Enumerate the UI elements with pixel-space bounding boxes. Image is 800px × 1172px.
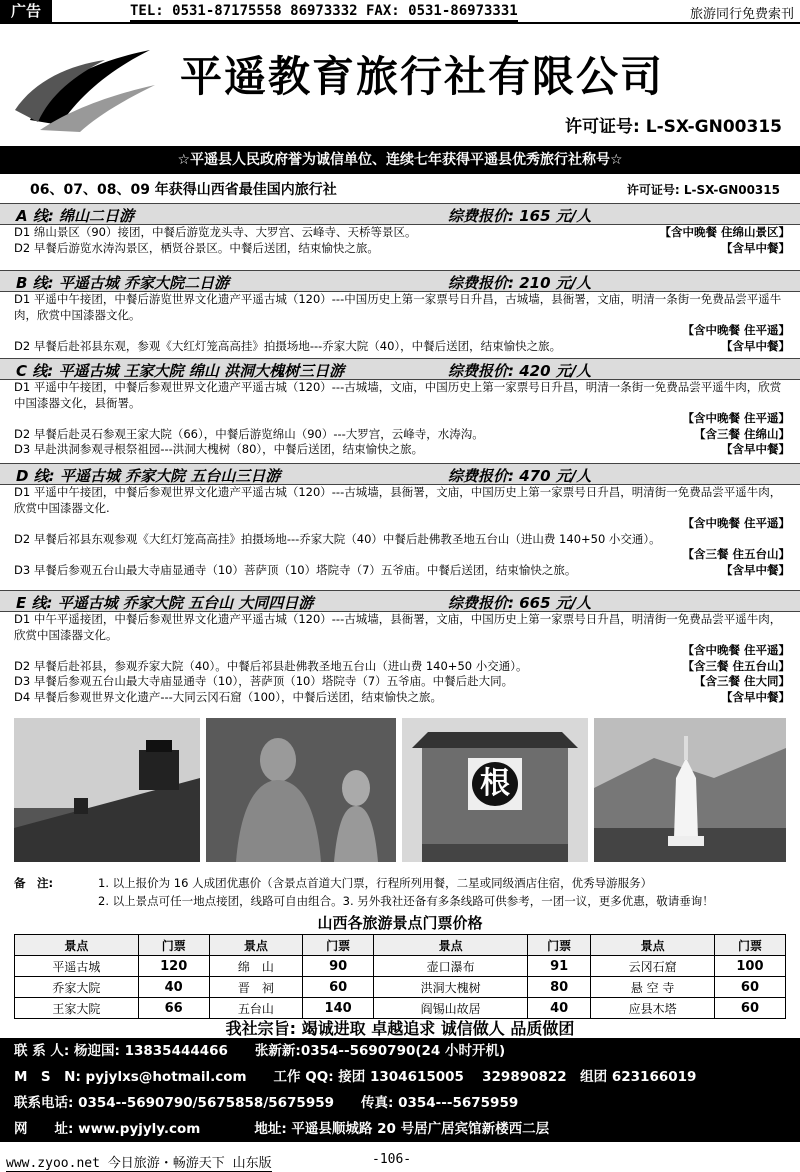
day-tag: 【含早中餐】 <box>721 689 790 704</box>
column-header: 景点 <box>374 935 528 956</box>
day-tag: 【含中晚餐 住绵山景区】 <box>659 225 790 239</box>
day-tag: 【含三餐 住绵山】 <box>693 426 790 441</box>
ticket-table-title: 山西各旅游景点门票价格 <box>317 914 483 932</box>
table-cell: 王家大院 <box>15 998 139 1019</box>
itinerary-day <box>0 380 800 427</box>
itinerary-day <box>0 532 800 563</box>
column-header: 门票 <box>138 935 209 956</box>
column-header: 景点 <box>591 935 715 956</box>
day-text: D2 早餐后祁县东观参观《大红灯笼高高挂》拍摄场地---乔家大院（40）中餐后赴佛教圣地五台山（进山费 140+50 小交通）。 <box>14 531 661 546</box>
contact-phone-fax: 联系电话: 0354--5690790/5675858/5675959 传真: 0354---5675959 <box>14 1095 519 1111</box>
day-text: D4 早餐后参观世界文化遗产---大同云冈石窟（100），中餐后送团，结束愉快之旅。 <box>14 689 442 704</box>
company-motto: 我社宗旨: 竭诚进取 卓越追求 诚信做人 品质做团 <box>225 1019 575 1038</box>
route-name: D 线: 平遥古城 乔家大院 五台山三日游 <box>16 467 281 485</box>
route-header <box>0 463 800 485</box>
itinerary-day <box>0 674 800 690</box>
day-tag: 【含中晚餐 住平遥】 <box>682 411 790 425</box>
honor-banner: ☆平遥县人民政府誉为诚信单位、连续七年获得平遥县优秀旅行社称号☆ <box>0 146 800 174</box>
notes-label: 备 注: <box>14 876 54 890</box>
column-header: 景点 <box>209 935 302 956</box>
company-name: 平遥教育旅行社有限公司 <box>180 52 665 101</box>
table-cell: 60 <box>714 998 785 1019</box>
day-tag: 【含早中餐】 <box>721 442 790 456</box>
day-text: D2 早餐后赴灵石参观王家大院（66），中餐后游览绵山（90）---大罗宫，云峰寺，水涛沟。 <box>14 426 484 441</box>
route-name: E 线: 平遥古城 乔家大院 五台山 大同四日游 <box>16 594 314 612</box>
itinerary-day <box>0 485 800 532</box>
day-tag: 【含三餐 住五台山】 <box>682 658 790 673</box>
route-price: 综费报价: 470 元/人 <box>448 467 592 485</box>
contact-block <box>0 1038 800 1142</box>
day-tag: 【含中晚餐 住平遥】 <box>682 516 790 530</box>
itinerary-day <box>0 612 800 659</box>
table-cell: 40 <box>138 977 209 998</box>
table-cell: 洪洞大槐树 <box>374 977 528 998</box>
route-name: A 线: 绵山二日游 <box>16 207 135 225</box>
day-tag: 【含中晚餐 住平遥】 <box>682 643 790 657</box>
table-cell: 80 <box>528 977 591 998</box>
table-cell: 100 <box>714 956 785 977</box>
day-tag: 【含早中餐】 <box>721 562 790 577</box>
itinerary-day <box>0 241 800 257</box>
table-cell: 140 <box>303 998 374 1019</box>
table-cell: 悬 空 寺 <box>591 977 715 998</box>
day-text: D3 早餐后参观五台山最大寺庙显通寺（10）菩萨顶（10）塔院寺（7）五爷庙。中餐后送团，结束愉快之旅。 <box>14 562 577 577</box>
day-text: D3 早餐后参观五台山最大寺庙显通寺（10），菩萨顶（10）塔院寺（7）五爷庙。中餐后赴大同。 <box>14 674 514 688</box>
column-header: 景点 <box>15 935 139 956</box>
table-cell: 乔家大院 <box>15 977 139 998</box>
itinerary-day <box>0 690 800 706</box>
day-tag: 【含早中餐】 <box>721 240 790 255</box>
contact-web-address: 网 址: www.pyjyly.com 地址: 平遥县顺城路 20 号居广居宾馆新楼西二层 <box>14 1121 550 1137</box>
table-cell: 66 <box>138 998 209 1019</box>
award-text: 06、07、08、09 年获得山西省最佳国内旅行社 <box>30 182 337 198</box>
table-cell: 60 <box>303 977 374 998</box>
route-price: 综费报价: 420 元/人 <box>448 362 592 380</box>
top-bar <box>0 0 800 24</box>
itinerary-day <box>0 442 800 458</box>
company-logo <box>10 40 160 135</box>
route-e <box>0 590 800 705</box>
table-row <box>15 956 786 977</box>
table-cell: 平遥古城 <box>15 956 139 977</box>
page-number: -106- <box>372 1152 412 1167</box>
table-cell: 120 <box>138 956 209 977</box>
table-cell: 应县木塔 <box>591 998 715 1019</box>
day-text: D1 中午平遥接团，中餐后参观世界文化遗产平遥古城（120）---古城墙，县衙署，文庙，中国历史上第一家票号日升昌，明清街一免费品尝平遥牛肉，欣赏中国漆器文化。 <box>14 612 782 642</box>
footer-site: www.zyoo.net 今日旅游・畅游天下 山东版 <box>6 1152 272 1172</box>
route-b <box>0 270 800 354</box>
route-name: C 线: 平遥古城 王家大院 绵山 洪洞大槐树三日游 <box>16 362 345 380</box>
ticket-price-table <box>14 934 786 1019</box>
grotto-buddha-photo <box>206 718 396 862</box>
contact-persons: 联 系 人: 杨迎国: 13835444466 张新新:0354--5690790(24 小时开机) <box>14 1043 506 1059</box>
ad-label: 广告 <box>0 0 52 22</box>
table-cell: 阎锡山故居 <box>374 998 528 1019</box>
route-header <box>0 590 800 612</box>
gate-plaque-character: 根 <box>472 762 518 806</box>
itinerary-day <box>0 225 800 241</box>
note-line-2: 2. 以上景点可任一地点接团，线路可自由组合。3. 另外我社还备有多条线路可供参考，一团一议，更多优惠，敬请垂询！ <box>98 894 714 908</box>
white-pagoda-photo <box>594 718 786 862</box>
route-price: 综费报价: 665 元/人 <box>448 594 592 612</box>
city-wall-photo <box>14 718 200 862</box>
notes-section <box>14 874 714 910</box>
route-header <box>0 203 800 225</box>
table-cell: 壶口瀑布 <box>374 956 528 977</box>
column-header: 门票 <box>528 935 591 956</box>
day-text: D1 平遥中午接团，中餐后参观世界文化遗产平遥古城（120）---古城墙，文庙，中国历史上第一家票号日升昌，明清一条街一免费品尝平遥牛肉，欣赏中国漆器文化，县衙署。 <box>14 380 782 410</box>
license-number: 许可证号: L-SX-GN00315 <box>565 117 782 137</box>
table-cell: 60 <box>714 977 785 998</box>
day-tag: 【含三餐 住大同】 <box>693 674 790 688</box>
day-text: D2 早餐后赴祁县东观，参观《大红灯笼高高挂》拍摄场地---乔家大院（40），中餐后送团，结束愉快之旅。 <box>14 338 562 353</box>
table-cell: 91 <box>528 956 591 977</box>
note-line-1: 1. 以上报价为 16 人成团优惠价（含景点首道大门票，行程所列用餐，二星或同级酒店住宿，优秀导游服务） <box>98 876 653 890</box>
itinerary-day <box>0 427 800 443</box>
table-cell: 晋 祠 <box>209 977 302 998</box>
day-tag: 【含早中餐】 <box>721 338 790 353</box>
top-right-text: 旅游同行免费索刊 <box>689 7 794 22</box>
column-header: 门票 <box>714 935 785 956</box>
itinerary-day <box>0 292 800 339</box>
photo-strip <box>14 718 786 862</box>
route-name: B 线: 平遥古城 乔家大院二日游 <box>16 274 230 292</box>
footer <box>0 1148 800 1172</box>
day-text: D3 早赴洪洞参观寻根祭祖园---洪洞大槐树（80），中餐后送团，结束愉快之旅。 <box>14 442 424 456</box>
table-cell: 90 <box>303 956 374 977</box>
table-cell: 五台山 <box>209 998 302 1019</box>
day-text: D2 早餐后游览水涛沟景区，栖贤谷景区。中餐后送团，结束愉快之旅。 <box>14 240 379 255</box>
contact-msn-qq: M S N: pyjylxs@hotmail.com 工作 QQ: 接团 1304615005 329890822 组团 623166019 <box>14 1069 697 1085</box>
route-d <box>0 463 800 578</box>
route-price: 综费报价: 165 元/人 <box>448 207 592 225</box>
top-contact-info: TEL: 0531-87175558 86973332 FAX: 0531-86973331 <box>130 2 518 22</box>
table-row <box>15 977 786 998</box>
itinerary-day <box>0 339 800 355</box>
table-cell: 绵 山 <box>209 956 302 977</box>
route-c <box>0 358 800 458</box>
route-price: 综费报价: 210 元/人 <box>448 274 592 292</box>
table-cell: 云冈石窟 <box>591 956 715 977</box>
day-text: D1 绵山景区（90）接团，中餐后游览龙头寺、大罗宫、云峰寺、天桥等景区。 <box>14 225 417 239</box>
route-header <box>0 358 800 380</box>
day-text: D2 早餐后赴祁县，参观乔家大院（40）。中餐后祁县赴佛教圣地五台山（进山费 140+50 小交通）。 <box>14 658 528 673</box>
license-number-secondary: 许可证号: L-SX-GN00315 <box>626 183 780 197</box>
day-text: D1 平遥中午接团，中餐后参观世界文化遗产平遥古城（120）---古城墙，县衙署，文庙，中国历史上第一家票号日升昌，明清街一免费品尝平遥牛肉，欣赏中国漆器文化. <box>14 485 782 515</box>
day-tag: 【含中晚餐 住平遥】 <box>682 323 790 337</box>
header <box>0 26 800 144</box>
day-text: D1 平遥中午接团，中餐后游览世界文化遗产平遥古城（120）---中国历史上第一家票号日升昌，古城墙，县衙署，文庙，明清一条街一免费品尝平遥牛肉，欣赏中国漆器文化。 <box>14 292 782 322</box>
route-a <box>0 203 800 256</box>
day-tag: 【含三餐 住五台山】 <box>682 547 790 561</box>
table-header-row <box>15 935 786 956</box>
route-header <box>0 270 800 292</box>
column-header: 门票 <box>303 935 374 956</box>
memorial-gate-photo <box>402 718 588 862</box>
itinerary-day <box>0 563 800 579</box>
itinerary-day <box>0 659 800 675</box>
table-cell: 40 <box>528 998 591 1019</box>
